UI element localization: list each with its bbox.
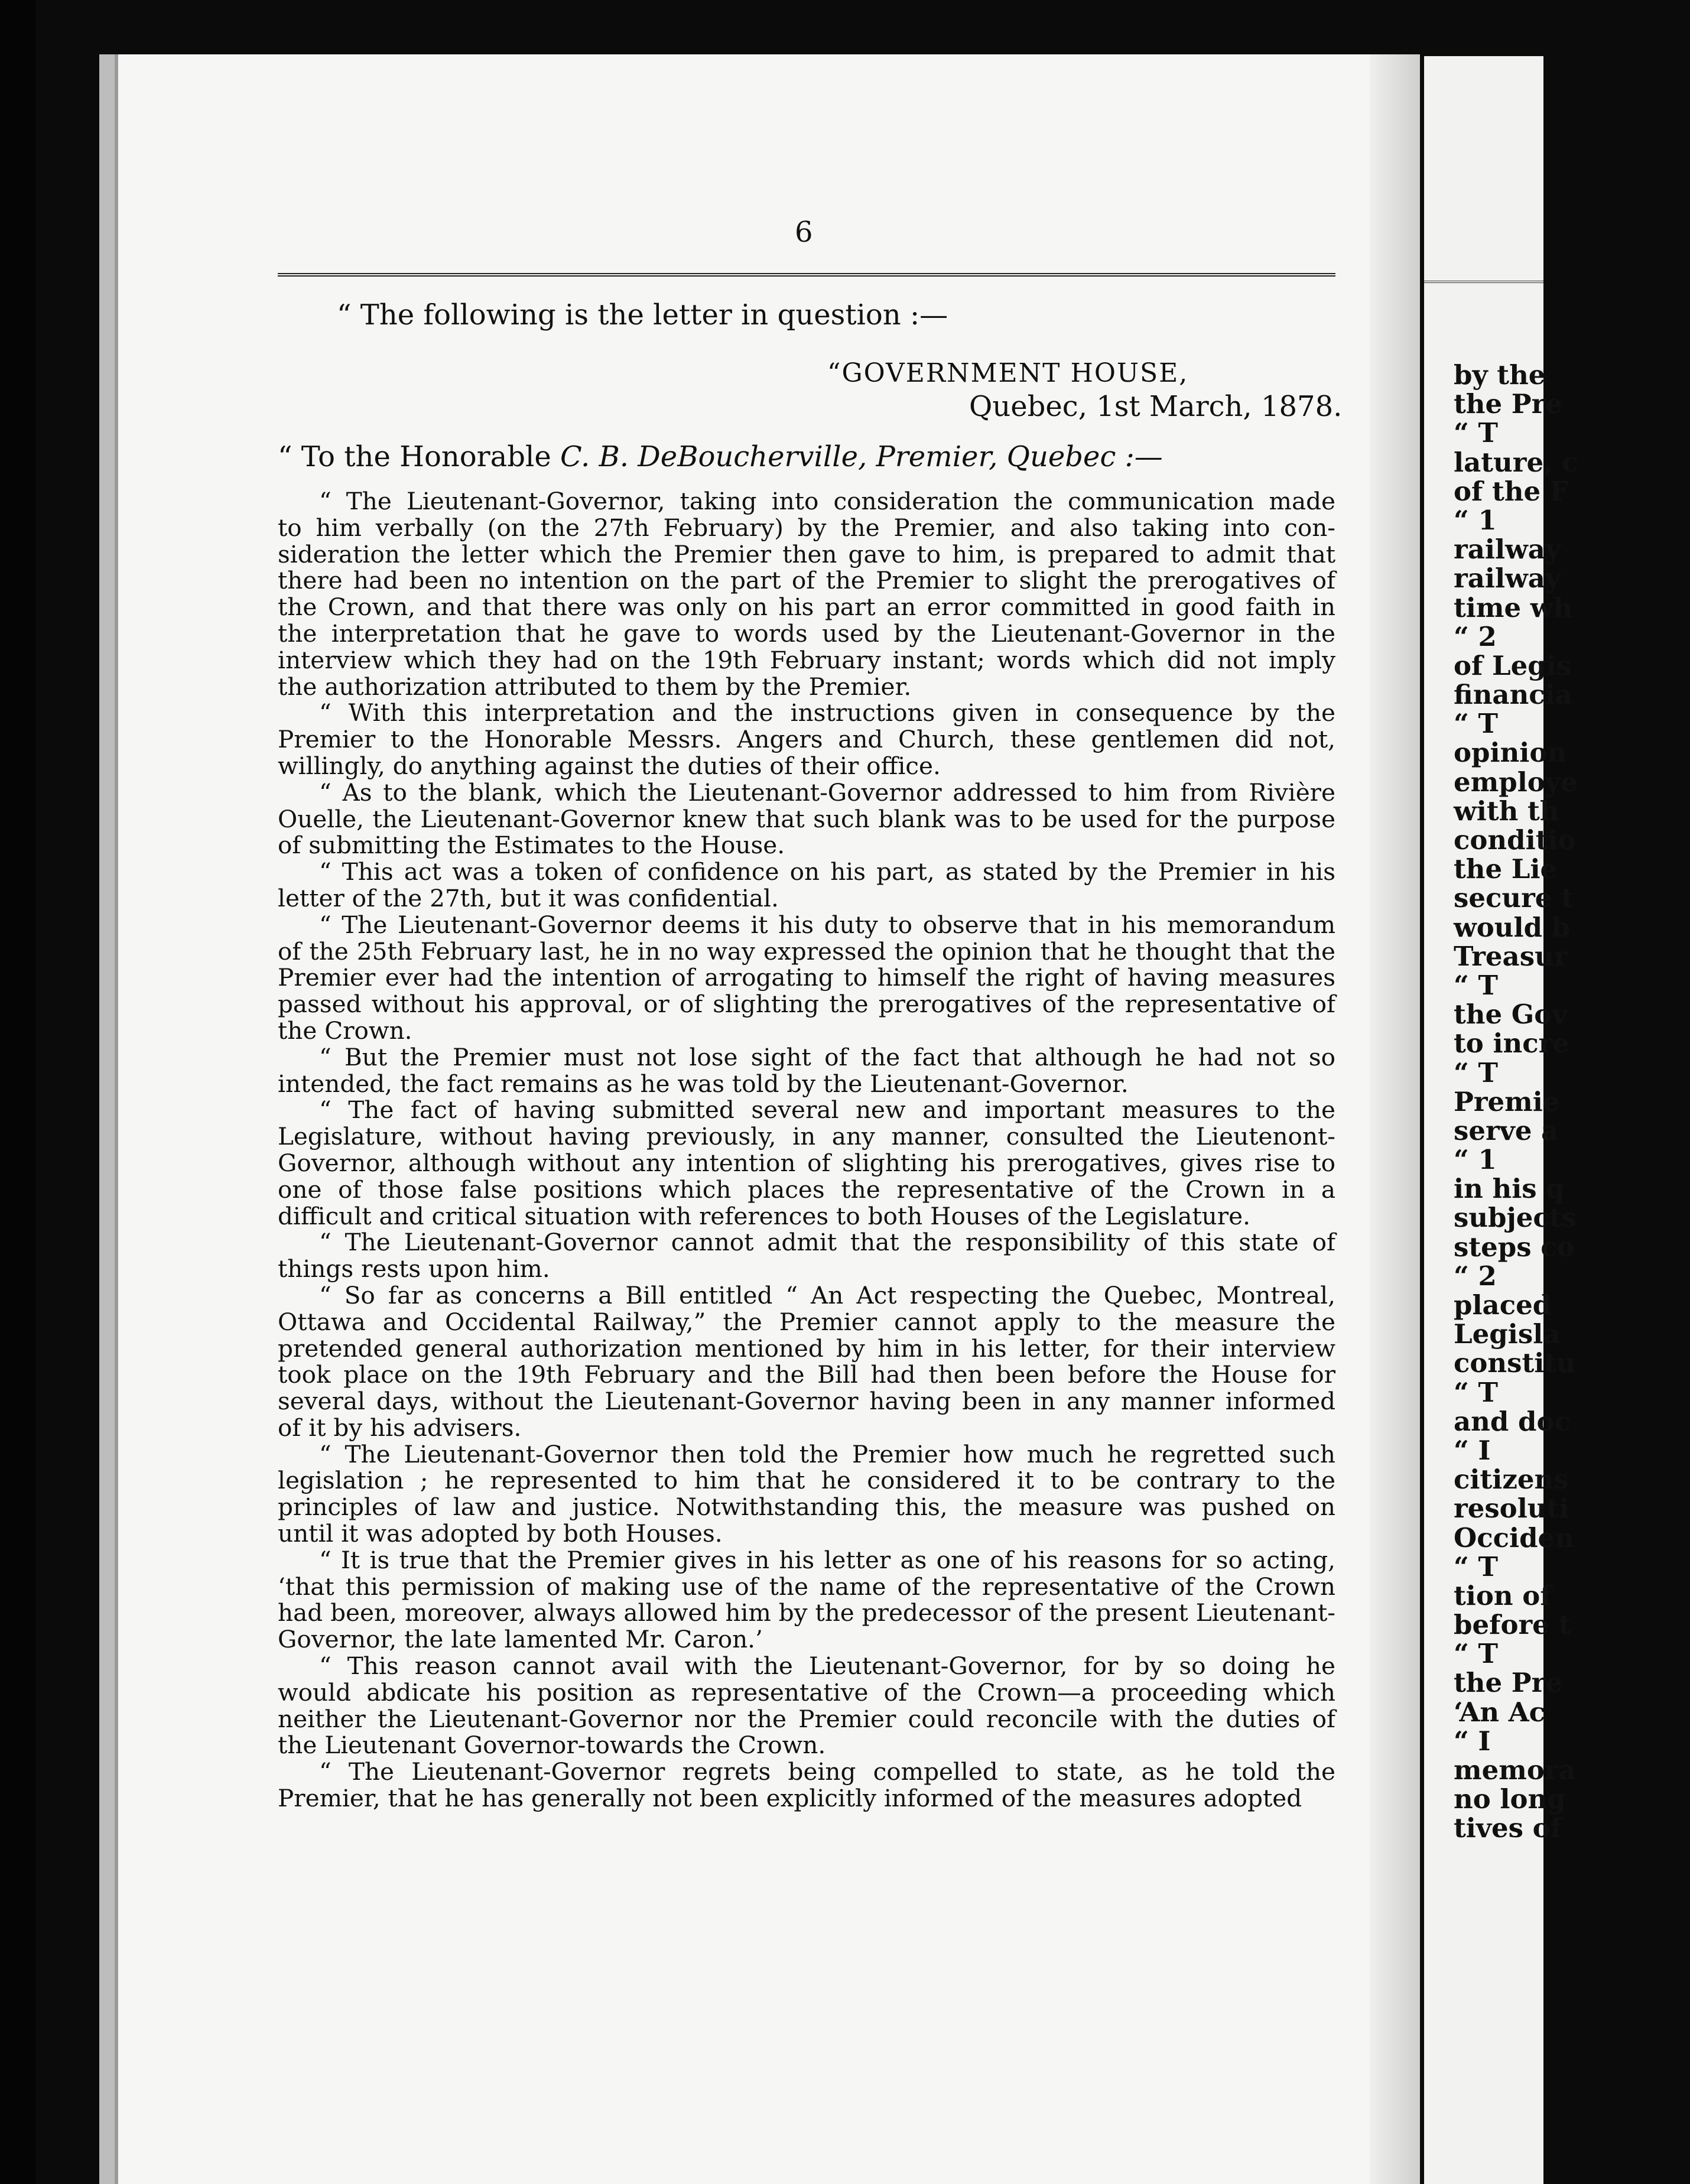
text-line: “ The Lieutenant-Governor regrets being compelled to state, as he told the [319,1757,1335,1786]
facing-text-line: Treasur [1454,940,1568,972]
facing-text-line: placed [1454,1289,1552,1321]
text-line: legislation ; he represented to him that he considered it to be contrary to the [278,1466,1335,1495]
text-line: “ The Lieutenant-Governor, taking into consideration the communication made [319,487,1335,515]
text-line: would abdicate his position as representative of the Crown—a proceeding which [278,1678,1335,1707]
facing-text-line: “ T [1454,1057,1499,1088]
text-line: willingly, do anything against the duties of their office. [278,751,941,780]
facing-text-line: railway [1454,534,1561,566]
text-line: had been, moreover, always allowed him by the predecessor of the present Lieutenant- [278,1598,1335,1627]
facing-text-line: steps co [1454,1231,1575,1263]
text-line: the authorization attributed to them by the Premier. [278,672,912,701]
facing-text-line: financia [1454,679,1572,711]
facing-text-line: Legisla [1454,1318,1561,1350]
facing-text-line: employe [1454,766,1578,798]
facing-header-rule [1424,281,1543,283]
salutation-prefix: “ To the Honorable [278,440,560,473]
page-number: 6 [795,216,813,249]
text-line: “ It is true that the Premier gives in his letter as one of his reasons for so acting, [319,1545,1335,1574]
facing-text-line: railway [1454,563,1561,594]
facing-text-line: resoluti [1454,1493,1569,1525]
intro-line: “ The following is the letter in question :— [337,298,948,332]
letter-body [278,488,1335,1812]
facing-text-line: “ I [1454,1434,1491,1466]
facing-text-line: conditio [1454,824,1576,856]
facing-text-line: lature, c [1454,446,1578,478]
text-line: Ouelle, the Lieutenant-Governor knew that such blank was to be used for the purpose [278,804,1335,833]
facing-page-text [1454,360,1690,1843]
salutation [278,440,1335,473]
text-line: interview which they had on the 19th February instant; words which did not imply [278,645,1335,674]
facing-text-line: tives of [1454,1812,1562,1844]
text-line: Ottawa and Occidental Railway,” the Premier cannot apply to the measure the [278,1307,1335,1336]
text-line: one of those false positions which places the representative of the Crown in a [278,1175,1335,1204]
text-line: neither the Lieutenant-Governor nor the Premier could reconcile with the duties of [278,1704,1335,1733]
facing-text-line: by the [1454,359,1546,391]
facing-text-line: “ T [1454,1638,1499,1670]
facing-text-line: the Gov [1454,999,1568,1031]
text-line: several days, without the Lieutenant-Governor having been in any manner informed [278,1387,1335,1416]
facing-text-line: “ T [1454,417,1499,449]
text-line: Premier ever had the intention of arrogating to himself the right of having measures [278,963,1335,992]
facing-text-line: Premie [1454,1086,1560,1117]
text-line: to him verbally (on the 27th February) by the Premier, and also taking into con- [278,513,1335,542]
salutation-name: C. B. DeBoucherville, Premier, Quebec :— [560,440,1163,473]
facing-text-line: secure t [1454,882,1574,914]
facing-text-line: “ 1 [1454,504,1497,536]
facing-text-line: opinion [1454,737,1567,769]
text-line: until it was adopted by both Houses. [278,1519,723,1548]
text-line: Legislature, without having previously, in any manner, consulted the Lieutenont- [278,1122,1335,1151]
text-line: sideration the letter which the Premier then gave to him, is prepared to admit that [278,540,1335,568]
text-line: the Crown. [278,1016,412,1045]
facing-text-line: “ 1 [1454,1144,1497,1176]
facing-text-line: before t [1454,1609,1571,1641]
text-line: difficult and critical situation with references to both Houses of the Legislature. [278,1201,1250,1230]
facing-text-line: of Legis [1454,649,1572,681]
text-line: pretended general authorization mentioned by him in his letter, for their interview [278,1334,1335,1363]
text-line: there had been no intention on the part of the Premier to slight the prerogatives of [278,566,1335,595]
text-line: principles of law and justice. Notwithstanding this, the measure was pushed on [278,1493,1335,1522]
text-line: “ But the Premier must not lose sight of the fact that although he had not so [319,1042,1335,1071]
text-line: “ The fact of having submitted several new and important measures to the [319,1096,1335,1124]
text-line: the Crown, and that there was only on his part an error committed in good faith in [278,593,1335,622]
facing-text-line: the Pre [1454,388,1562,420]
text-line: things rests upon him. [278,1254,550,1283]
text-line: took place on the 19th February and the Bill had then been before the House for [278,1360,1335,1389]
facing-text-line: “ T [1454,1551,1499,1582]
facing-page [1424,56,1578,2184]
text-line: “ With this interpretation and the instructions given in consequence by the [319,698,1335,727]
facing-text-line: “ T [1454,1376,1499,1408]
facing-text-line: subjects [1454,1202,1577,1234]
facing-text-line: serve a [1454,1114,1559,1146]
text-line: the interpretation that he gave to words used by the Lieutenant-Governor in the [278,619,1335,648]
header-rule [278,273,1335,277]
facing-text-line: tion of [1454,1580,1552,1611]
facing-text-line: in his q [1454,1173,1565,1205]
text-line: “ The Lieutenant-Governor deems it his duty to observe that in his memorandum [319,910,1335,939]
facing-text-line: “ 2 [1454,620,1497,652]
facing-text-line: citizens [1454,1464,1569,1496]
facing-text-line: the Pre [1454,1667,1562,1699]
text-line: letter of the 27th, but it was confidential. [278,883,779,912]
text-line: Governor, although without any intention of slighting his prerogatives, gives rise to [278,1148,1335,1177]
facing-text-line: would b [1454,911,1571,943]
text-line: Governor, the late lamented Mr. Caron.’ [278,1625,763,1654]
facing-text-line: no long [1454,1783,1566,1815]
scan-left-edge [0,0,35,2184]
facing-text-line: the Lie [1454,853,1558,885]
text-line: intended, the fact remains as he was told by the Lieutenant-Governor. [278,1069,1129,1098]
text-line: “ As to the blank, which the Lieutenant-Governor addressed to him from Rivière [319,778,1335,807]
text-line: “ So far as concerns a Bill entitled “ An Act respecting the Quebec, Montreal, [319,1280,1335,1309]
text-line: Premier to the Honorable Messrs. Angers and Church, these gentlemen did not, [278,725,1335,754]
facing-text-line: Occiden [1454,1522,1574,1554]
text-line: of it by his advisers. [278,1413,522,1442]
facing-text-line: constitu [1454,1347,1576,1379]
facing-text-line: ‘An Ac [1454,1696,1546,1728]
facing-text-line: with th [1454,795,1559,827]
text-line: passed without his approval, or of slighting the prerogatives of the representative of [278,990,1335,1019]
facing-text-line: of the F [1454,475,1569,507]
address-line-1: “GOVERNMENT HOUSE, [827,358,1189,388]
text-line: ‘that this permission of making use of the name of the representative of the Crown [278,1572,1335,1601]
text-line: “ The Lieutenant-Governor then told the Premier how much he regretted such [319,1439,1335,1468]
facing-text-line: and doc [1454,1405,1571,1437]
facing-text-line: to incre [1454,1028,1570,1060]
text-line: Premier, that he has generally not been explicitly informed of the measures adopted [278,1784,1302,1813]
facing-text-line: “ I [1454,1725,1491,1757]
text-line: “ This act was a token of confidence on his part, as stated by the Premier in his [319,857,1335,886]
page-gutter-shade [1370,54,1420,2184]
text-line: the Lieutenant Governor-towards the Crown. [278,1731,826,1760]
text-line: of the 25th February last, he in no way expressed the opinion that he thought that the [278,937,1335,966]
facing-text-line: time wh [1454,592,1573,623]
text-line: of submitting the Estimates to the House. [278,831,785,860]
facing-text-line: “ T [1454,708,1499,740]
text-line: “ This reason cannot avail with the Lieutenant-Governor, for by so doing he [319,1652,1335,1681]
facing-text-line: memora [1454,1754,1576,1786]
facing-text-line: “ 2 [1454,1260,1497,1292]
address-line-2: Quebec, 1st March, 1878. [969,390,1343,423]
facing-text-line: “ T [1454,969,1499,1001]
text-line: “ The Lieutenant-Governor cannot admit that the responsibility of this state of [319,1228,1335,1257]
